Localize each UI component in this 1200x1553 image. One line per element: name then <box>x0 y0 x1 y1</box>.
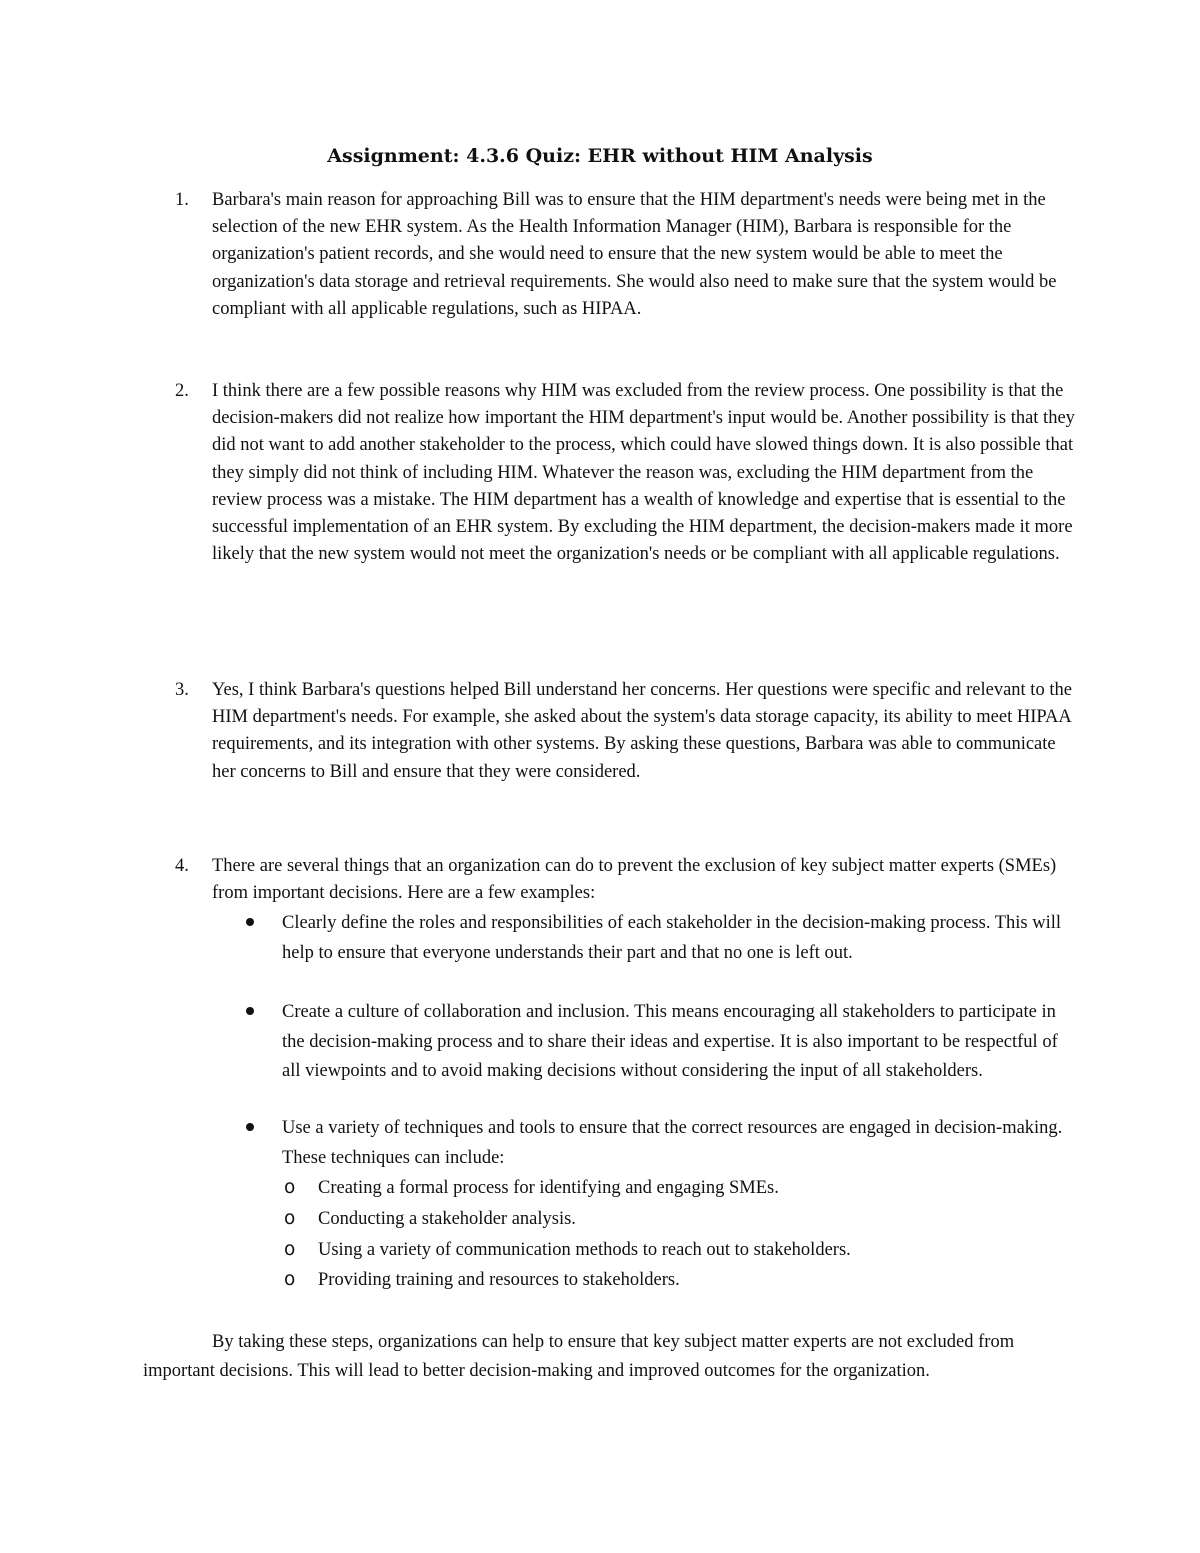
bullet-item-2: Create a culture of collaboration and inclusion. This means encouraging all stakeholders to participate in the decision-making process and to share their ideas and expertise. It is also important to be respectful of all viewpoints and to avoid making decisions without considering the input of all stakeholders. <box>282 1002 1058 1081</box>
sub-bullet-item-1: Creating a formal process for identifying and engaging SMEs. <box>318 1178 779 1198</box>
list-marker-3: 3. <box>175 680 189 700</box>
sub-bullet-item-4: Providing training and resources to stakeholders. <box>318 1270 680 1290</box>
bullet-icon <box>246 1007 254 1015</box>
list-marker-1: 1. <box>175 190 189 210</box>
closing-paragraph: By taking these steps, organizations can help to ensure that key subject matter experts are not excluded from important decisions. This will lead to better decision-making and improved outcomes for the organization. <box>143 1332 1015 1381</box>
bullet-icon <box>246 918 254 926</box>
answer-1-text: Barbara's main reason for approaching Bill was to ensure that the HIM department's needs were being met in the selection of the new EHR system. As the Health Information Manager (HIM), Barbara is responsible for the organization's patient records, and she would need to ensure that the new system would be able to meet the organization's data storage and retrieval requirements. She would also need to make sure that the system would be compliant with all applicable regulations, such as HIPAA. <box>212 190 1057 319</box>
sub-bullet-icon: o <box>284 1177 296 1198</box>
sub-bullet-item-3: Using a variety of communication methods to reach out to stakeholders. <box>318 1240 851 1260</box>
bullet-item-1: Clearly define the roles and responsibilities of each stakeholder in the decision-making process. This will help to ensure that everyone understands their part and that no one is left out. <box>282 913 1062 963</box>
bullet-icon <box>246 1123 254 1131</box>
answer-3-text: Yes, I think Barbara's questions helped Bill understand her concerns. Her questions were specific and relevant to the HIM department's needs. For example, she asked about the system's data storage capacity, its ability to meet HIPAA requirements, and its integration with other systems. By asking these questions, Barbara was able to communicate her concerns to Bill and ensure that they were considered. <box>212 680 1072 782</box>
sub-bullet-item-2: Conducting a stakeholder analysis. <box>318 1209 576 1229</box>
sub-bullet-icon: o <box>284 1269 296 1290</box>
answer-2-text: I think there are a few possible reasons why HIM was excluded from the review process. One possibility is that the decision-makers did not realize how important the HIM department's input would be. Another possibility is that they did not want to add another stakeholder to the process, which could have slowed things down. It is also possible that they simply did not think of including HIM. Whatever the reason was, excluding the HIM department from the review process was a mistake. The HIM department has a wealth of knowledge and expertise that is essential to the successful implementation of an EHR system. By excluding the HIM department, the decision-makers made it more likely that the new system would not meet the organization's needs or be compliant with all applicable regulations. <box>212 381 1075 565</box>
sub-bullet-icon: o <box>284 1239 296 1260</box>
list-marker-2: 2. <box>175 381 189 401</box>
answer-4-text: There are several things that an organization can do to prevent the exclusion of key subject matter experts (SMEs) from important decisions. Here are a few examples: <box>212 856 1057 904</box>
sub-bullet-icon: o <box>284 1208 296 1229</box>
page-title: Assignment: 4.3.6 Quiz: EHR without HIM Analysis <box>327 145 873 167</box>
list-marker-4: 4. <box>175 856 189 876</box>
bullet-item-3: Use a variety of techniques and tools to ensure that the correct resources are engaged in decision-making. These techniques can include: <box>282 1118 1063 1168</box>
